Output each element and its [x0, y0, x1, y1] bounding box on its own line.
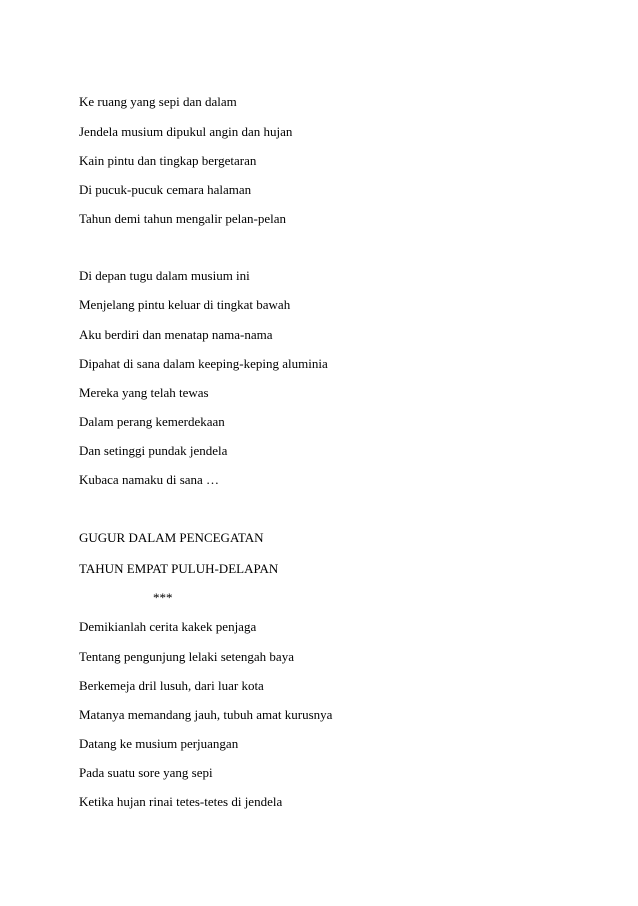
poem-heading-line: GUGUR DALAM PENCEGATAN — [79, 530, 264, 545]
poem-line: Dan setinggi pundak jendela — [79, 443, 228, 458]
poem-line: Pada suatu sore yang sepi — [79, 765, 213, 780]
poem-line: Di depan tugu dalam musium ini — [79, 268, 250, 283]
poem-line: Tentang pengunjung lelaki setengah baya — [79, 649, 294, 664]
poem-line: Ketika hujan rinai tetes-tetes di jendela — [79, 794, 283, 809]
poem-line: Demikianlah cerita kakek penjaga — [79, 619, 257, 634]
poem-line: Di pucuk-pucuk cemara halaman — [79, 182, 252, 197]
poem-line: Dipahat di sana dalam keeping-keping aluminia — [79, 356, 328, 371]
poem-line: Jendela musium dipukul angin dan hujan — [79, 124, 293, 139]
poem-line: Tahun demi tahun mengalir pelan-pelan — [79, 211, 287, 226]
poem-line: Menjelang pintu keluar di tingkat bawah — [79, 297, 291, 312]
poem-line: Kain pintu dan tingkap bergetaran — [79, 153, 257, 168]
poem-line: Kubaca namaku di sana … — [79, 472, 220, 487]
poem-line: Berkemeja dril lusuh, dari luar kota — [79, 678, 264, 693]
poem-line: Ke ruang yang sepi dan dalam — [79, 94, 237, 109]
section-ornament: *** — [153, 590, 173, 605]
poem-heading-line: TAHUN EMPAT PULUH-DELAPAN — [79, 561, 279, 576]
poem-line: Datang ke musium perjuangan — [79, 736, 239, 751]
poem-line: Matanya memandang jauh, tubuh amat kurusnya — [79, 707, 333, 722]
poem-line: Dalam perang kemerdekaan — [79, 414, 225, 429]
poem-line: Mereka yang telah tewas — [79, 385, 209, 400]
poem-line: Aku berdiri dan menatap nama-nama — [79, 327, 273, 342]
